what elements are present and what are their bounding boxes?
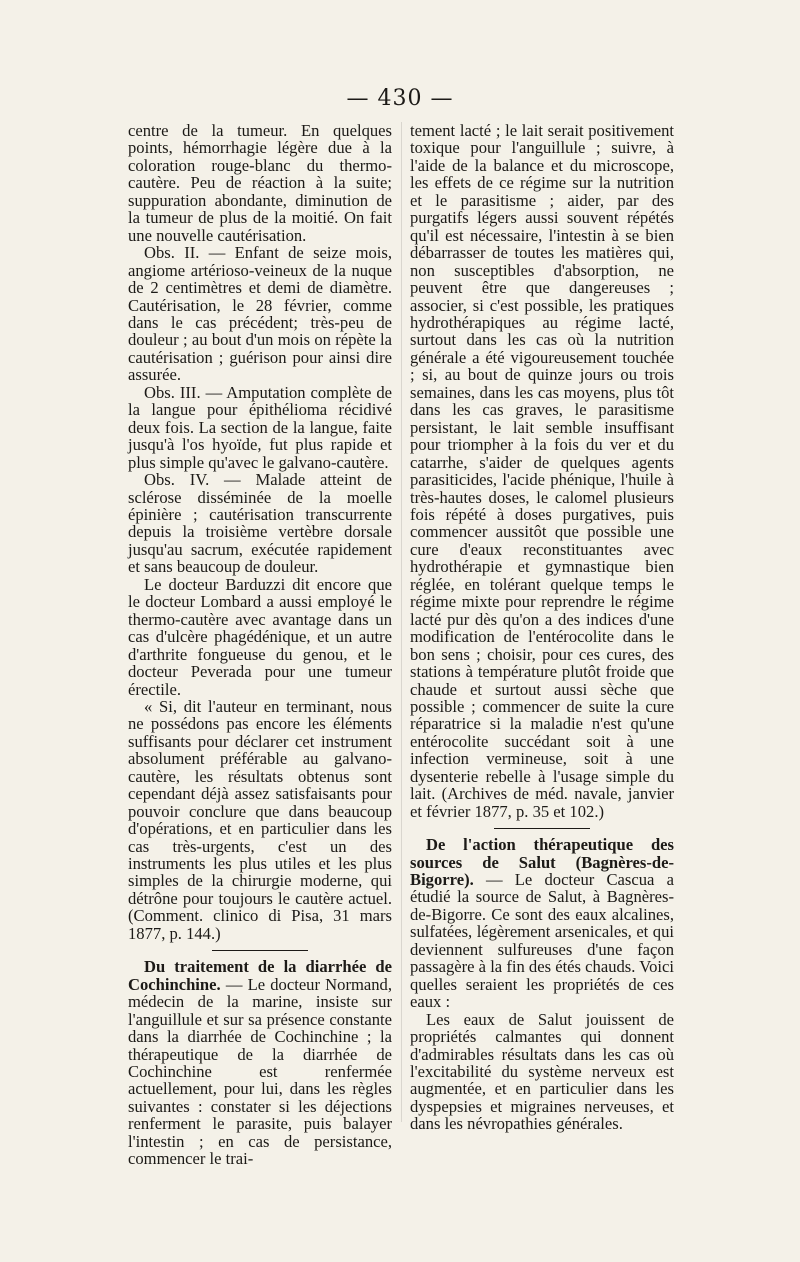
section-divider (212, 950, 308, 951)
paragraph-obs-4: Obs. IV. — Malade atteint de sclérose disséminée de la moelle épinière ; cautérisation transcurrente depuis la troisième vertèbre dorsale jusqu'au sacrum, exécutée rapidement et sans beaucoup de douleur. (128, 470, 392, 577)
section-cochinchine (128, 958, 392, 1167)
section-text-salut: — Le docteur Cascua a étudié la source de Salut, à Bagnères-de-Bigorre. Ce sont des eaux alcalines, sulfatées, légèrement arsenicales, et qui deviennent sulfureuses d'une façon passagère à la fin des étés chauds. Voici quelles seraient les propriétés de ces eaux : (410, 870, 674, 1012)
paragraph-conclusion: « Si, dit l'auteur en terminant, nous ne possédons pas encore les éléments suffisants pour déclarer cet instrument absolument préférable au galvano-cautère, les résultats obtenus sont cependant déjà assez satisfaisants pour pouvoir conclure que dans beaucoup d'opérations, et en particulier dans les cas très-urgents, c'est un des instruments les plus utiles et les plus simples de la chirurgie moderne, qui détrône pour toujours le cautère actuel. (Comment. clinico di Pisa, 31 mars 1877, p. 144.) (128, 696, 392, 943)
paragraph-tumor-continuation: centre de la tumeur. En quelques points, hémorrhagie légère due à la coloration rouge-blanc du thermo-cautère. Peu de réaction à la suite; suppuration abondante, diminution de la tumeur de plus de la moitié. On fait une nouvelle cautérisation. (128, 121, 392, 245)
column-gutter (401, 122, 402, 1122)
section-salut (410, 836, 674, 1011)
section-heading-cochinchine: Du traitement de la diarrhée de Cochinchine. (128, 957, 392, 994)
paragraph-barduzzi: Le docteur Barduzzi dit encore que le docteur Lombard a aussi employé le thermo-cautère avec avantage dans un cas d'ulcère phagédénique, et un autre d'arthrite fongueuse du genou, et le docteur Peverada pour une tumeur érectile. (128, 574, 392, 699)
right-column (410, 122, 674, 1133)
paragraph-treatment-continuation: tement lacté ; le lait serait positivement toxique pour l'anguillule ; suivre, à l'aide de la balance et du microscope, les effets de ce régime sur la nutrition et le parasitisme ; aider, par des purgatifs légers aussi souvent répétés qu'il est nécessaire, l'intestin à se bien débarrasser de toutes les matières qui, non susceptibles d'absorption, ne peuvent être que dangereuses ; associer, si c'est possible, les pratiques hydrothérapiques au régime lacté, surtout dans les cas où la nutrition générale a été vigoureusement touchée ; si, au bout de quinze jours ou trois semaines, dans les cas moyens, plus tôt dans les cas graves, le parasitisme persistant, le lait semble insuffisant pour triompher à la fois du ver et du catarrhe, s'aider de quelques agents parasiticides, l'acide phénique, l'huile à très-hautes doses, le calomel plusieurs fois répété à doses purgatives, puis commencer aussitôt que possible une cure d'eaux reconstituantes avec hydrothérapie et gymnastique bien réglée, en tolérant quelque temps le régime mixte pour reprendre le régime lacté pur dès qu'on a des indices d'une modification de l'entérocolite dans le bon sens ; choisir, pour ces cures, des stations à température plutôt froide que chaude et surtout aussi sèche que possible ; commencer de suite la cure réparatrice si la maladie n'est qu'une entérocolite succédant soit à une infection vermineuse, soit à une dysenterie rebelle à l'usage simple du lait. (Archives de méd. navale, janvier et février 1877, p. 35 et 102.) (410, 121, 674, 821)
paragraph-obs-2: Obs. II. — Enfant de seize mois, angiome artérioso-veineux de la nuque de 2 centimètres et demi de diamètre. Cautérisation, le 28 février, comme dans le cas précédent; très-peu de douleur ; au bout d'un mois on répète la cautérisation ; guérison pour ainsi dire assurée. (128, 243, 392, 385)
page-number: — 430 — (346, 86, 454, 111)
section-text-cochinchine: — Le docteur Normand, médecin de la marine, insiste sur l'anguillule et sur sa présence constante dans la diarrhée de Cochinchine ; la thérapeutique de la diarrhée de Cochinchine est renfermée actuellement, pour lui, dans les règles suivantes : constater si les déjections renferment le parasite, puis balayer l'intestin ; en cas de persistance, commencer le trai- (128, 974, 392, 1169)
section-heading-salut: De l'action thérapeutique des sources de Salut (Bagnères-de-Bigorre). (410, 835, 674, 890)
left-column (128, 122, 392, 1168)
paragraph-obs-3: Obs. III. — Amputation complète de la langue pour épithélioma récidivé deux fois. La section de la langue, faite jusqu'à l'os hyoïde, fut plus rapide et plus simple qu'avec le galvano-cautère. (128, 382, 392, 472)
paragraph-salut-properties: Les eaux de Salut jouissent de propriétés calmantes qui donnent d'admirables résultats dans les cas où l'excitabilité du système nerveux est augmentée, et en particulier dans les dyspepsies et migraines nerveuses, et dans les névropathies générales. (410, 1009, 674, 1134)
section-divider (494, 828, 590, 829)
